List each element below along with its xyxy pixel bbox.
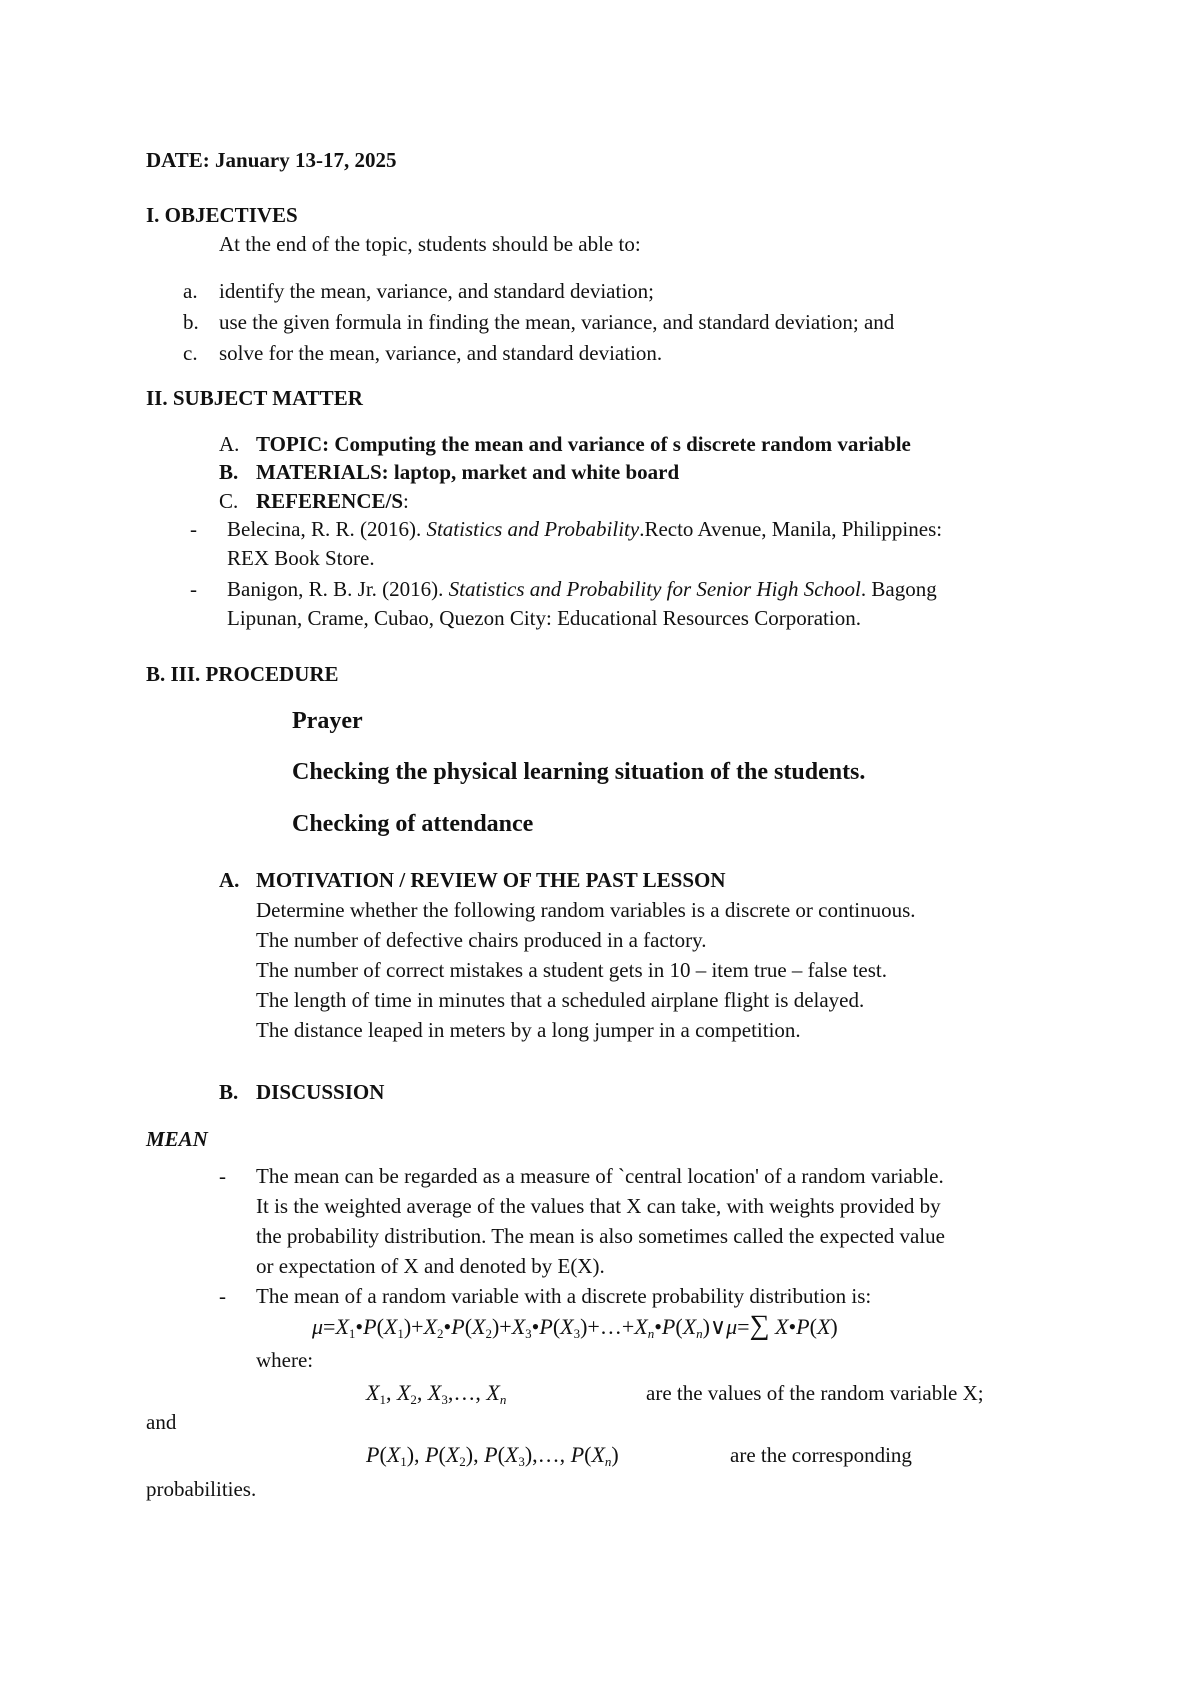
reference-2 <box>227 576 937 602</box>
mean-bullet-1-dash: - <box>219 1164 226 1188</box>
objectives-heading: I. OBJECTIVES <box>146 203 298 227</box>
reference-2-dash: - <box>190 577 197 601</box>
probabilities-formula: $P(X_1)$, $P(X_2)$, $P(X_3),\dots$, $P(X_n)$ <box>366 1442 619 1469</box>
motivation-line-1: Determine whether the following random variables is a discrete or continuous. <box>256 898 916 922</box>
materials-marker: B. <box>219 460 239 484</box>
objective-item-c: solve for the mean, variance, and standard deviation. <box>219 341 663 365</box>
reference-1-dash: - <box>190 517 197 541</box>
motivation-line-4: The length of time in minutes that a scheduled airplane flight is delayed. <box>256 988 865 1012</box>
mean-formula: $\mu=X_1•P(X_1)+X_2•P(X_2)+X_3•P(X_3)+\dots+X_n•P(X_n)\vee\mu=\sum$ X•P(X) <box>312 1310 838 1341</box>
objective-marker-b: b. <box>183 310 199 334</box>
objective-item-b: use the given formula in finding the mean, variance, and standard deviation; and <box>219 310 895 334</box>
prayer-heading: Prayer <box>292 708 363 734</box>
reference-marker: C. <box>219 489 239 513</box>
mean-bullet-1-line-2: It is the weighted average of the values that X can take, with weights provided by <box>256 1194 941 1218</box>
probabilities-word: probabilities. <box>146 1477 257 1501</box>
objective-marker-a: a. <box>183 279 198 303</box>
topic-marker: A. <box>219 432 240 456</box>
reference-1-title: Statistics and Probability <box>426 517 640 541</box>
reference-label-line <box>256 488 409 514</box>
discussion-heading: DISCUSSION <box>256 1080 385 1104</box>
values-formula: $X_1$, $X_2$, $X_3,\dots$, $X_n$ <box>366 1380 507 1407</box>
mean-bullet-1-line-4: or expectation of X and denoted by E(X). <box>256 1254 605 1278</box>
objectives-intro: At the end of the topic, students should be able to: <box>219 232 641 256</box>
reference-2-authors: Banigon, R. B. Jr. (2016). <box>227 577 449 601</box>
reference-2-line2: Lipunan, Crame, Cubao, Quezon City: Educational Resources Corporation. <box>227 606 861 630</box>
motivation-line-5: The distance leaped in meters by a long jumper in a competition. <box>256 1018 801 1042</box>
topic-text: TOPIC: Computing the mean and variance of s discrete random variable <box>256 432 911 456</box>
values-description: are the values of the random variable X; <box>646 1381 984 1405</box>
mean-bullet-1-line-3: the probability distribution. The mean is also sometimes called the expected value <box>256 1224 945 1248</box>
and-label: and <box>146 1410 177 1434</box>
probabilities-description: are the corresponding <box>730 1443 912 1467</box>
mean-bullet-1-line-1: The mean can be regarded as a measure of `central location' of a random variable. <box>256 1164 944 1188</box>
mean-bullet-2: The mean of a random variable with a discrete probability distribution is: <box>256 1284 872 1308</box>
objective-marker-c: c. <box>183 341 198 365</box>
reference-1 <box>227 516 942 542</box>
date-heading: DATE: January 13-17, 2025 <box>146 148 397 172</box>
mean-heading: MEAN <box>146 1127 208 1151</box>
discussion-marker: B. <box>219 1080 239 1104</box>
checking-attendance-heading: Checking of attendance <box>292 811 534 837</box>
reference-2-title: Statistics and Probability for Senior High School <box>448 577 861 601</box>
reference-1-publisher: .Recto Avenue, Manila, Philippines: <box>639 517 943 541</box>
materials-text: MATERIALS: laptop, market and white board <box>256 460 680 484</box>
motivation-heading: MOTIVATION / REVIEW OF THE PAST LESSON <box>256 868 726 892</box>
objective-item-a: identify the mean, variance, and standard deviation; <box>219 279 655 303</box>
motivation-marker: A. <box>219 868 240 892</box>
motivation-line-3: The number of correct mistakes a student gets in 10 – item true – false test. <box>256 958 887 982</box>
mean-bullet-2-dash: - <box>219 1284 226 1308</box>
subject-matter-heading: II. SUBJECT MATTER <box>146 386 363 410</box>
reference-label: REFERENCE/S <box>256 489 404 513</box>
reference-1-authors: Belecina, R. R. (2016). <box>227 517 427 541</box>
reference-colon: : <box>403 489 409 513</box>
reference-2-publisher: . Bagong <box>860 577 937 601</box>
where-label: where: <box>256 1348 314 1372</box>
motivation-line-2: The number of defective chairs produced in a factory. <box>256 928 707 952</box>
checking-physical-heading: Checking the physical learning situation of the students. <box>292 759 866 785</box>
procedure-heading: B. III. PROCEDURE <box>146 662 339 686</box>
reference-1-line2: REX Book Store. <box>227 546 375 570</box>
